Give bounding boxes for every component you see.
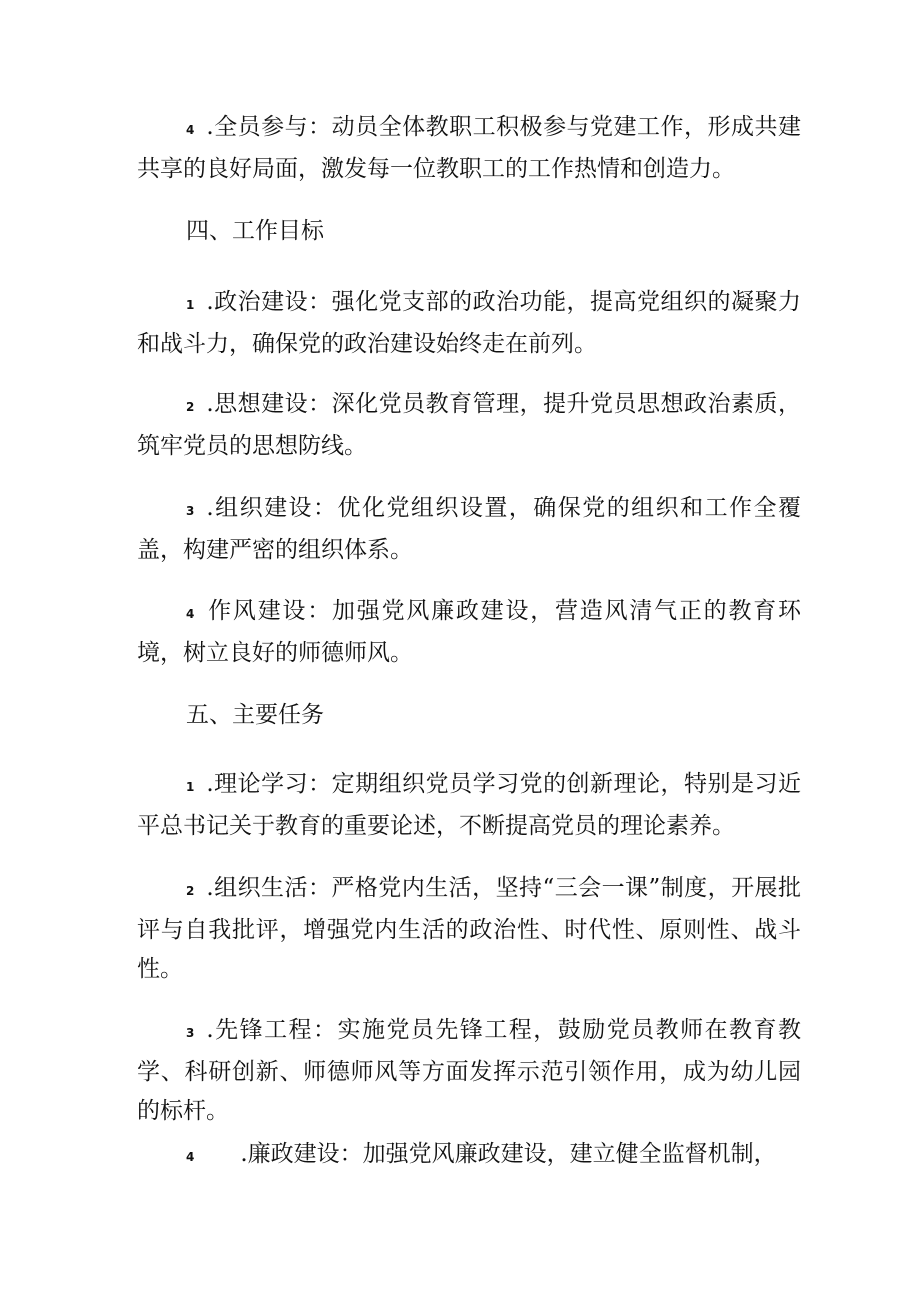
paragraph-text: .先锋工程：实施党员先锋工程，鼓励党员教师在教育教学、科研创新、师德师风等方面发挥示范引领作用，成为幼儿园的标杆。 — [137, 1017, 801, 1124]
item-number: 4 — [186, 1150, 195, 1164]
paragraph-text: .组织建设：优化党组织设置，确保党的组织和工作全覆盖，构建严密的组织体系。 — [137, 495, 801, 563]
item-number: 4 — [186, 607, 195, 621]
item-number: 3 — [186, 1026, 195, 1040]
item-number: 2 — [186, 884, 195, 898]
paragraph-participation — [137, 108, 801, 189]
paragraph-text: .全员参与：动员全体教职工积极参与党建工作，形成共建共享的良好局面，激发每一位教职工的工作热情和创造力。 — [137, 114, 801, 182]
paragraph-text: .思想建设：深化党员教育管理，提升党员思想政治素质，筑牢党员的思想防线。 — [137, 391, 801, 459]
item-number: 2 — [186, 400, 195, 414]
task-item-vanguard-project — [137, 1011, 801, 1131]
paragraph-text: .政治建设：强化党支部的政治功能，提高党组织的凝聚力和战斗力，确保党的政治建设始终走在前列。 — [137, 289, 801, 357]
section-heading-work-goals: 四、工作目标 — [186, 218, 324, 244]
item-number: 1 — [186, 298, 195, 312]
paragraph-text: .组织生活：严格党内生活，坚持“三会一课”制度，开展批评与自我批评，增强党内生活的政治性、时代性、原则性、战斗性。 — [137, 875, 801, 982]
paragraph-text: 作风建设：加强党风廉政建设，营造风清气正的教育环境，树立良好的师德师风。 — [137, 598, 801, 666]
task-item-theory-study — [137, 765, 801, 846]
item-number: 4 — [186, 123, 195, 137]
item-number: 3 — [186, 504, 195, 518]
task-item-integrity-building — [137, 1135, 801, 1177]
task-item-organization-life — [137, 869, 801, 989]
goal-item-organizational — [137, 489, 801, 570]
item-number: 1 — [186, 780, 195, 794]
goal-item-political — [137, 283, 801, 364]
section-heading-main-tasks: 五、主要任务 — [186, 702, 324, 728]
goal-item-conduct — [137, 592, 801, 673]
goal-item-ideological — [137, 385, 801, 466]
paragraph-text: .廉政建设：加强党风廉政建设，建立健全监督机制， — [240, 1141, 777, 1167]
paragraph-text: .理论学习：定期组织党员学习党的创新理论，特别是习近平总书记关于教育的重要论述，不断提高党员的理论素养。 — [137, 771, 801, 839]
